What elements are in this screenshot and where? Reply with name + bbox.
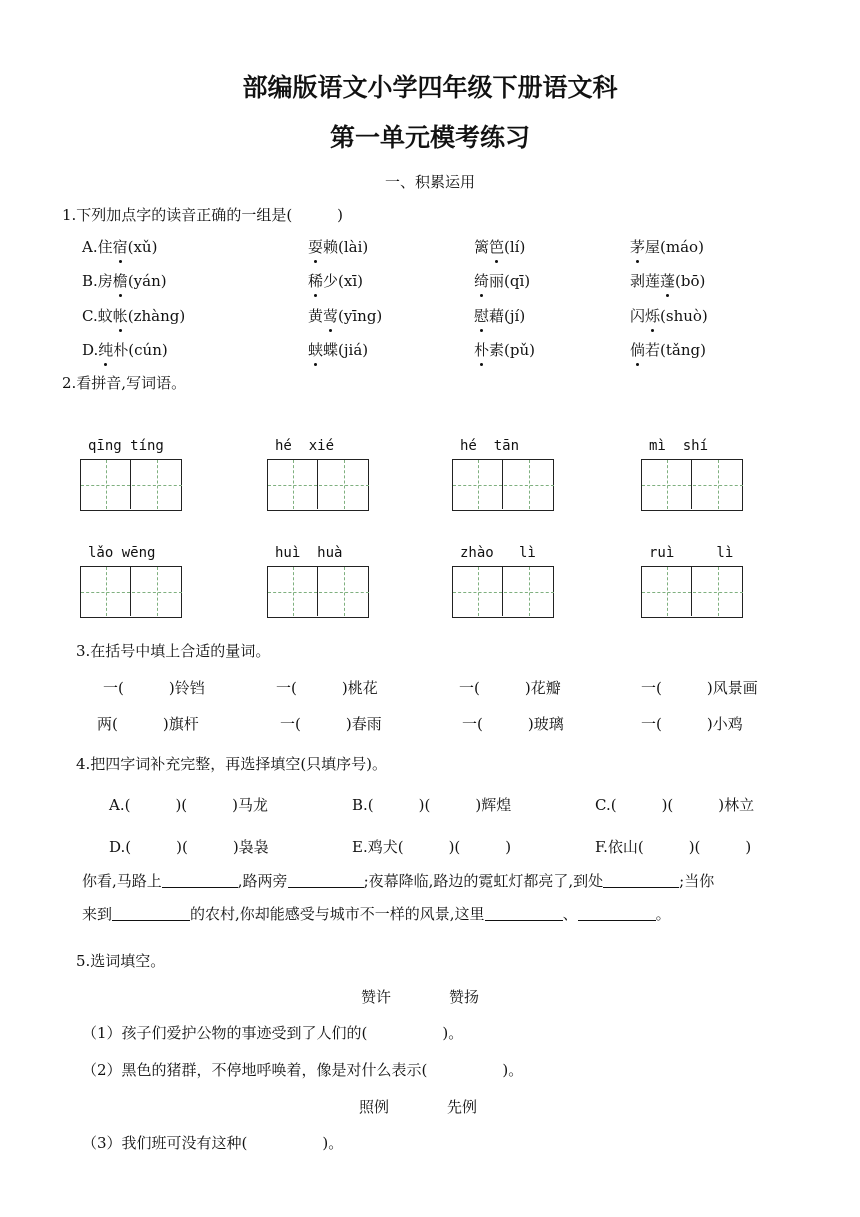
document-subtitle: 第一单元模考练习 <box>329 123 530 152</box>
idiom-option: D.( )( )袅袅 <box>109 838 269 856</box>
answer-blank[interactable] <box>485 906 563 921</box>
measure-word-item: 一( )花瓣 <box>459 679 561 697</box>
question-2-stem: 2.看拼音,写词语。 <box>62 374 187 392</box>
measure-word-item: 一( )小鸡 <box>641 715 743 733</box>
pinyin-label: ruì lì <box>649 545 734 561</box>
question-5-stem: 5.选词填空。 <box>76 952 166 970</box>
question-1-stem: 1.下列加点字的读音正确的一组是( ) <box>62 206 344 224</box>
idiom-option: B.( )( )辉煌 <box>352 796 512 814</box>
dotted-character: 蓬 <box>660 272 676 290</box>
measure-word-item: 一( )铃铛 <box>103 679 205 697</box>
measure-word-item: 一( )桃花 <box>276 679 378 697</box>
character-writing-box[interactable] <box>452 566 554 618</box>
dotted-character: 蛱 <box>308 341 324 359</box>
word-choice: 赞许 <box>361 988 392 1006</box>
answer-blank[interactable] <box>162 873 238 888</box>
dotted-character: 烁 <box>645 307 661 325</box>
q1-option-item: 茅屋(máo) <box>630 238 704 256</box>
dotted-character: 稀 <box>308 272 324 290</box>
pinyin-label: zhào lì <box>460 545 536 561</box>
character-writing-box[interactable] <box>641 566 743 618</box>
q1-option-item: D.纯朴(cún) <box>82 341 168 359</box>
character-writing-box[interactable] <box>641 459 743 511</box>
q1-option-item: 稀少(xī) <box>308 272 363 290</box>
dotted-character: 慰 <box>474 307 490 325</box>
fill-paragraph-line-1: 你看,马路上 ,路两旁 ;夜幕降临,路边的霓虹灯都亮了,到处 ;当你 <box>82 872 715 890</box>
q1-option-item: 篱笆(lí) <box>474 238 526 256</box>
sentence-1: （1）孩子们爱护公物的事迹受到了人们的( )。 <box>82 1024 464 1042</box>
word-choice: 照例 <box>359 1098 390 1116</box>
pinyin-label: mì shí <box>649 438 709 454</box>
q1-option-item: 剥莲蓬(bō) <box>630 272 706 290</box>
pinyin-label: huì huà <box>275 545 343 561</box>
dotted-character: 帐 <box>112 307 128 325</box>
q1-option-item: B.房檐(yán) <box>82 272 167 290</box>
pinyin-label: lǎo wēng <box>88 545 156 561</box>
sentence-2: （2）黑色的猪群，不停地呼唤着，像是对什么表示( )。 <box>82 1061 524 1079</box>
answer-blank[interactable] <box>288 873 364 888</box>
q1-option-item: 朴素(pǔ) <box>474 341 535 359</box>
dotted-character: 笆 <box>489 238 505 256</box>
idiom-option: E.鸡犬( )( ) <box>352 838 512 856</box>
pinyin-label: qīng tíng <box>88 438 164 454</box>
character-writing-box[interactable] <box>80 459 182 511</box>
dotted-character: 纯 <box>98 341 114 359</box>
idiom-option: C.( )( )林立 <box>595 796 755 814</box>
measure-word-item: 两( )旗杆 <box>97 715 199 733</box>
question-3-stem: 3.在括号中填上合适的量词。 <box>76 642 271 660</box>
q1-option-item: C.蚊帐(zhàng) <box>82 307 186 325</box>
dotted-character: 檐 <box>112 272 128 290</box>
dotted-character: 茅 <box>630 238 646 256</box>
dotted-character: 耍 <box>308 238 324 256</box>
pinyin-label: hé xié <box>275 438 335 454</box>
fill-paragraph-line-2: 来到 的农村,你却能感受与城市不一样的风景,这里 、 。 <box>82 905 671 923</box>
pinyin-label: hé tān <box>460 438 520 454</box>
dotted-character: 莺 <box>323 307 339 325</box>
character-writing-box[interactable] <box>80 566 182 618</box>
character-writing-box[interactable] <box>267 566 369 618</box>
answer-blank[interactable] <box>578 906 656 921</box>
q1-option-item: 黄莺(yīng) <box>308 307 383 325</box>
section-heading: 一、积累运用 <box>384 173 475 191</box>
answer-blank[interactable] <box>603 873 679 888</box>
dotted-character: 倘 <box>630 341 646 359</box>
idiom-option: F.依山( )( ) <box>595 838 752 856</box>
document-title: 部编版语文小学四年级下册语文科 <box>242 73 618 102</box>
measure-word-item: 一( )春雨 <box>280 715 382 733</box>
q1-option-item: 闪烁(shuò) <box>630 307 708 325</box>
q1-option-item: 耍赖(lài) <box>308 238 369 256</box>
answer-blank[interactable] <box>112 906 190 921</box>
sentence-3: （3）我们班可没有这种( )。 <box>82 1134 344 1152</box>
dotted-character: 朴 <box>474 341 490 359</box>
measure-word-item: 一( )风景画 <box>641 679 758 697</box>
q1-option-item: A.住宿(xǔ) <box>82 238 158 256</box>
q1-option-item: 倘若(tǎng) <box>630 341 706 359</box>
question-4-stem: 4.把四字词补充完整，再选择填空(只填序号)。 <box>76 755 388 773</box>
q1-option-item: 绮丽(qī) <box>474 272 531 290</box>
q1-option-item: 蛱蝶(jiá) <box>308 341 369 359</box>
idiom-option: A.( )( )马龙 <box>109 796 269 814</box>
character-writing-box[interactable] <box>267 459 369 511</box>
q1-option-item: 慰藉(jí) <box>474 307 526 325</box>
character-writing-box[interactable] <box>452 459 554 511</box>
word-choice: 赞扬 <box>449 988 480 1006</box>
word-choice: 先例 <box>447 1098 478 1116</box>
dotted-character: 绮 <box>474 272 490 290</box>
measure-word-item: 一( )玻璃 <box>462 715 564 733</box>
dotted-character: 宿 <box>112 238 128 256</box>
